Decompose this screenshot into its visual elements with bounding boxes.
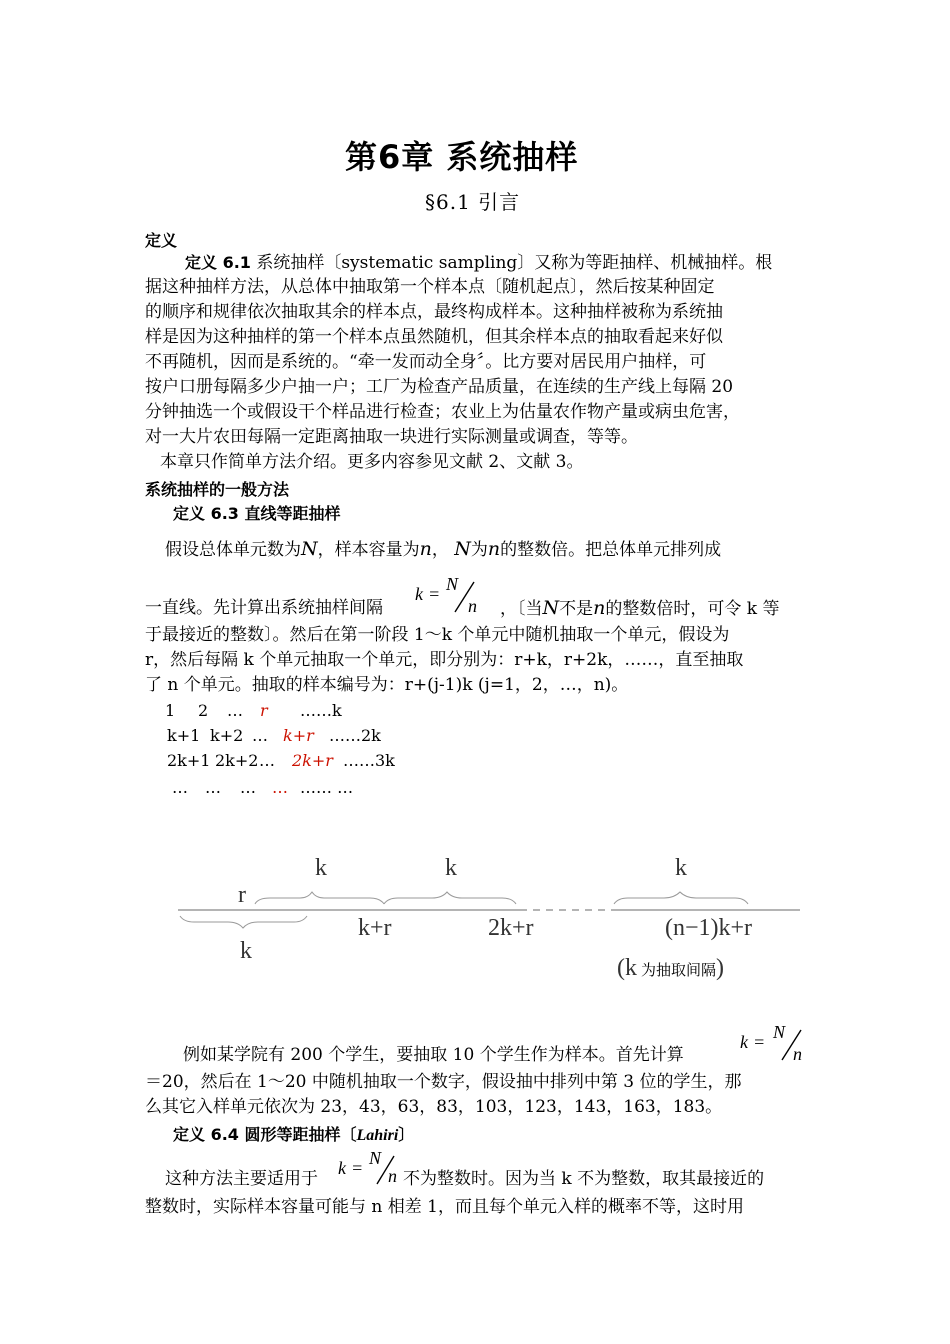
def63-line-4: r，然后每隔 k 个单元抽取一个单元，即分别为：r+k，r+2k，……，直至抽取 <box>145 650 744 670</box>
def64-line-2: 整数时，实际样本容量可能与 n 相差 1，而且每个单元入样的概率不等，这时用 <box>145 1197 744 1217</box>
def63-line-1: 假设总体单元数为N，样本容量为n， N为n的整数倍。把总体单元排列成 <box>165 538 722 560</box>
def61-line-5: 按户口册每隔多少户抽一户；工厂为检查产品质量，在连续的生产线上每隔 20 <box>145 377 734 397</box>
point-k-plus-r: k+r <box>358 915 392 941</box>
interval-fraction: k = N n <box>415 574 477 616</box>
def63-line-2b: ，〔当N不是n的整数倍时，可令 k 等 <box>500 597 780 619</box>
intro-note: 本章只作简单方法介绍。更多内容参见文献 2、文献 3。 <box>160 452 584 472</box>
def61-line-3: 样是因为这种抽样的第一个样本点虽然随机，但其余样本点的抽取看起来好似 <box>145 327 723 347</box>
def63-line-2a: 一直线。先计算出系统抽样间隔 <box>145 598 383 618</box>
start-label-r: r <box>238 882 246 908</box>
def61-line-1: 据这种抽样方法，从总体中抽取第一个样本点〔随机起点〕，然后按某种固定 <box>145 277 715 297</box>
example-fraction: k = N n <box>740 1022 802 1064</box>
def61-line-0: 定义 6.1 系统抽样〔systematic sampling〕又称为等距抽样、机械抽样。根 <box>185 253 773 273</box>
example-line-2: ＝20，然后在 1～20 中随机抽取一个数字，假设抽中排列中第 3 位的学生，那 <box>145 1072 742 1092</box>
point-last: (n−1)k+r <box>665 915 753 941</box>
point-2k-plus-r: 2k+r <box>488 915 534 941</box>
def61-line-4: 不再随机，因而是系统的。“牵一发而动全身〞。比方要对居民用户抽样，可 <box>145 352 707 372</box>
def61-line-6: 分钟抽选一个或假设干个样品进行检查；农业上为估量农作物产量或病虫危害， <box>145 402 740 422</box>
def63-heading: 定义 6.3 直线等距抽样 <box>173 504 341 523</box>
example-line-3: 么其它入样单元依次为 23，43，63，83，103，123，143，163，183。 <box>145 1097 723 1117</box>
def63-line-5: 了 n 个单元。抽取的样本编号为：r+(j-1)k (j=1，2，…，n)。 <box>145 675 629 695</box>
general-method-heading: 系统抽样的一般方法 <box>145 480 290 499</box>
first-interval-k: k <box>240 938 252 964</box>
def64-fraction: k = N n <box>338 1148 397 1186</box>
def64-line-1b: 不为整数时。因为当 k 不为整数，取其最接近的 <box>403 1169 765 1189</box>
section-title: §6.1 引言 <box>425 190 521 214</box>
interval-label-k: k <box>675 855 687 881</box>
def61-label: 定义 6.1 <box>185 253 251 272</box>
definition-heading: 定义 <box>145 231 178 250</box>
chapter-title: 第6章 系统抽样 <box>345 138 579 176</box>
def63-line-3: 于最接近的整数〕。然后在第一阶段 1～k 个单元中随机抽取一个单元，假设为 <box>145 625 730 645</box>
interval-note: (k为抽取间隔) <box>617 955 725 981</box>
sampling-line-diagram <box>0 840 950 1000</box>
example-line-1: 例如某学院有 200 个学生，要抽取 10 个学生作为样本。首先计算 <box>183 1045 684 1065</box>
def61-line-7: 对一大片农田每隔一定距离抽取一块进行实际测量或调查，等等。 <box>145 427 638 447</box>
def64-line-1a: 这种方法主要适用于 <box>165 1169 318 1189</box>
def64-heading: 定义 6.4 圆形等距抽样〔Lahiri〕 <box>173 1125 415 1144</box>
def61-line-2: 的顺序和规律依次抽取其余的样本点，最终构成样本。这种抽样被称为系统抽 <box>145 302 723 322</box>
interval-label-k: k <box>315 855 327 881</box>
interval-label-k: k <box>445 855 457 881</box>
